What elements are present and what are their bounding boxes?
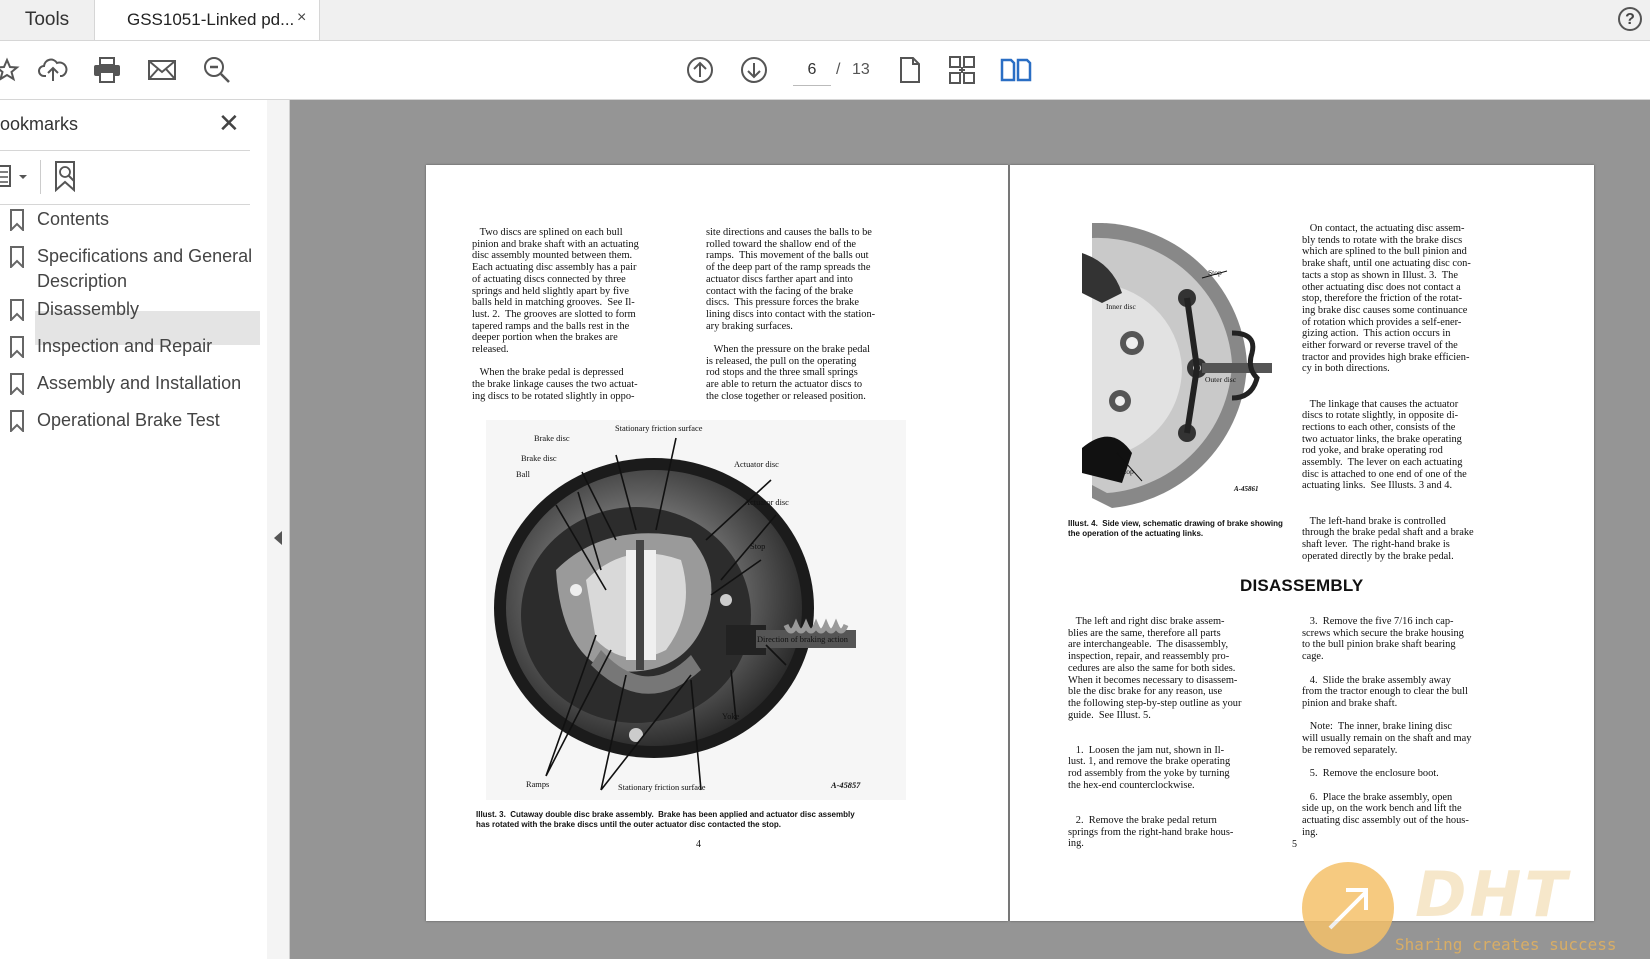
bookmark-icon: [9, 209, 25, 236]
page-up-icon[interactable]: [683, 53, 717, 87]
divider: [0, 150, 250, 151]
tab-document[interactable]: [94, 0, 320, 40]
brake-schematic-illustration: [1082, 223, 1282, 513]
bookmark-label: Specifications and General Description: [37, 246, 253, 291]
page-number: 5: [1292, 839, 1297, 850]
bookmark-icon: [9, 336, 25, 363]
text-column: Two discs are splined on each bull pinion and brake shaft with an actuating disc assembly mounted between them. Each actuating disc assembly has a pair of actuating discs connected by three springs and held slightly apart by five balls held in matching grooves. See Il- lust. 2. The grooves are slotted to form tapered ramps and the balls rest in the deeper portion when the brakes are released. When the brake pedal is depressed the brake linkage causes the two actuat- ing discs to be rotated slightly in oppo-: [472, 227, 639, 402]
panel-collapse-handle[interactable]: [267, 100, 290, 959]
close-tab-icon[interactable]: ×: [297, 9, 307, 26]
cloud-upload-icon[interactable]: [36, 53, 70, 87]
page-down-icon[interactable]: [737, 53, 771, 87]
callout-label: Ball: [516, 470, 530, 479]
callout-label: Inner disc: [1106, 302, 1136, 311]
bookmark-label: Contents: [37, 209, 110, 229]
two-page-icon[interactable]: [999, 53, 1033, 87]
callout-label: Stationary friction surface: [615, 424, 703, 433]
callout-label: Ramps: [526, 780, 550, 789]
help-icon[interactable]: ?: [1618, 7, 1642, 31]
callout-label: Actuator disc: [734, 460, 779, 469]
page-number: 4: [696, 839, 701, 850]
close-panel-icon[interactable]: ✕: [218, 108, 240, 138]
bookmarks-title: ookmarks: [0, 114, 79, 134]
page-total: 13: [852, 61, 870, 78]
figure-code: A-45857: [831, 781, 861, 790]
figure-caption: Illust. 3. Cutaway double disc brake assembly. Brake has been applied and actuator disc assembly has rotated with the brake discs until the outer actuator disc contacted the stop.: [476, 810, 855, 829]
star-icon[interactable]: [0, 53, 24, 87]
divider: [0, 204, 250, 205]
bookmark-icon: [9, 410, 25, 437]
zoom-out-icon[interactable]: [200, 53, 234, 87]
bookmark-label: Disassembly: [37, 299, 140, 319]
bookmark-label: Operational Brake Test: [37, 410, 220, 430]
add-bookmark-icon[interactable]: [52, 160, 82, 192]
bookmark-label: Inspection and Repair: [37, 336, 213, 356]
page-right: [1010, 165, 1594, 921]
callout-label: Stop: [1208, 268, 1222, 277]
toolbar: [0, 41, 1650, 100]
figure-code: A-45861: [1234, 485, 1259, 493]
bookmark-icon: [9, 373, 25, 400]
figure-caption: Illust. 4. Side view, schematic drawing of brake showing the operation of the actuating links.: [1068, 519, 1283, 538]
bookmark-icon: [9, 246, 25, 273]
bookmark-icon: [9, 299, 25, 326]
section-heading: DISASSEMBLY: [1240, 576, 1364, 595]
text-column: On contact, the actuating disc assem- bly tends to rotate with the brake discs which are splined to the bull pinion and brake shaft, until one actuating disc con- tacts a stop as shown in Illust. 3. The other actuating disc does not contact a stop, therefore the friction of the rotat- ing brake disc causes some continuance of rotation which provides a self-ener- gizing action. This action occurs in either forward or reverse travel of the tractor and provides high brake efficien- cy in both directions. The linkage that causes the actuator discs to rotate slightly, in opposite di- rections to each other, consists of the two actuator links, the brake operating rod yoke, and brake operating rod assembly. The lever on each actuating disc is attached to one end of one of the actuating links. See Illusts. 3 and 4. The left-hand brake is controlled through the brake pedal shaft and a brake shaft lever. The right-hand brake is operated directly by the brake pedal.: [1302, 223, 1474, 562]
callout-label: Stop: [1120, 467, 1134, 476]
print-icon[interactable]: [90, 53, 124, 87]
callout-label: Yoke: [722, 712, 740, 721]
page-gutter: [1008, 165, 1010, 921]
callout-label: Brake disc: [521, 454, 557, 463]
document-viewer[interactable]: [290, 100, 1650, 959]
page-number-input[interactable]: 6: [793, 55, 831, 86]
tab-document-label: GSS1051-Linked pd...: [127, 10, 295, 29]
single-page-icon[interactable]: [893, 53, 927, 87]
tab-bar: [0, 0, 1650, 41]
callout-label: Stop: [750, 542, 766, 551]
watermark-logo: DHT: [1415, 858, 1570, 931]
text-column: 3. Remove the five 7/16 inch cap- screws which secure the brake housing to the bull pinion brake shaft bearing cage. 4. Slide the brake assembly away from the tractor enough to clear the bull pinion and brake shaft. Note: The inner, brake lining disc will usually remain on the shaft and may be removed separately. 5. Remove the enclosure boot. 6. Place the brake assembly, open side up, on the work bench and lift the actuating disc assembly out of the hous- ing.: [1302, 616, 1472, 838]
tab-tools-label: Tools: [24, 9, 70, 30]
watermark-tagline: Sharing creates success: [1395, 935, 1617, 954]
watermark-logo-icon: [1302, 862, 1394, 954]
callout-label: Brake disc: [534, 434, 570, 443]
callout-label: Stationary friction surface: [618, 783, 706, 792]
text-column: site directions and causes the balls to be rolled toward the shallow end of the ramps. This movement of the balls out of the deep part of the ramp spreads the actuator discs farther apart and into contact with the facing of the brake discs. This pressure forces the brake lining discs into contact with the station- ary braking surfaces. When the pressure on the brake pedal is released, the pull on the operating rod stops and the three small springs are able to return the actuator discs to the close together or released position.: [706, 227, 876, 402]
text-column: The left and right disc brake assem- blies are the same, therefore all parts are interchangeable. The disassembly, inspection, repair, and reassembly pro- cedures are also the same for both sides. When it becomes necessary to disassem- ble the disc brake for any reason, use the following step-by-step outline as your guide. See Illust. 5. 1. Loosen the jam nut, shown in Il- lust. 1, and remove the brake operating rod assembly from the yoke by turning the hex-end counterclockwise. 2. Remove the brake pedal return springs from the right-hand brake hous- ing.: [1068, 616, 1242, 850]
collapse-arrow-icon: [274, 531, 282, 545]
mail-icon[interactable]: [145, 53, 179, 87]
brake-cutaway-illustration: [486, 420, 906, 800]
page-separator: /: [836, 61, 841, 78]
bookmark-label: Assembly and Installation: [37, 373, 242, 393]
scroll-mode-icon[interactable]: [945, 53, 979, 87]
bookmarks-panel: [0, 100, 268, 959]
tab-tools[interactable]: [0, 0, 94, 40]
page-left: [426, 165, 1008, 921]
divider: [40, 160, 41, 194]
callout-label: Outer disc: [1205, 375, 1237, 384]
callout-label: Actuator disc: [744, 498, 789, 507]
callout-label: Direction of braking action: [757, 635, 848, 644]
options-menu-icon[interactable]: [0, 162, 32, 192]
